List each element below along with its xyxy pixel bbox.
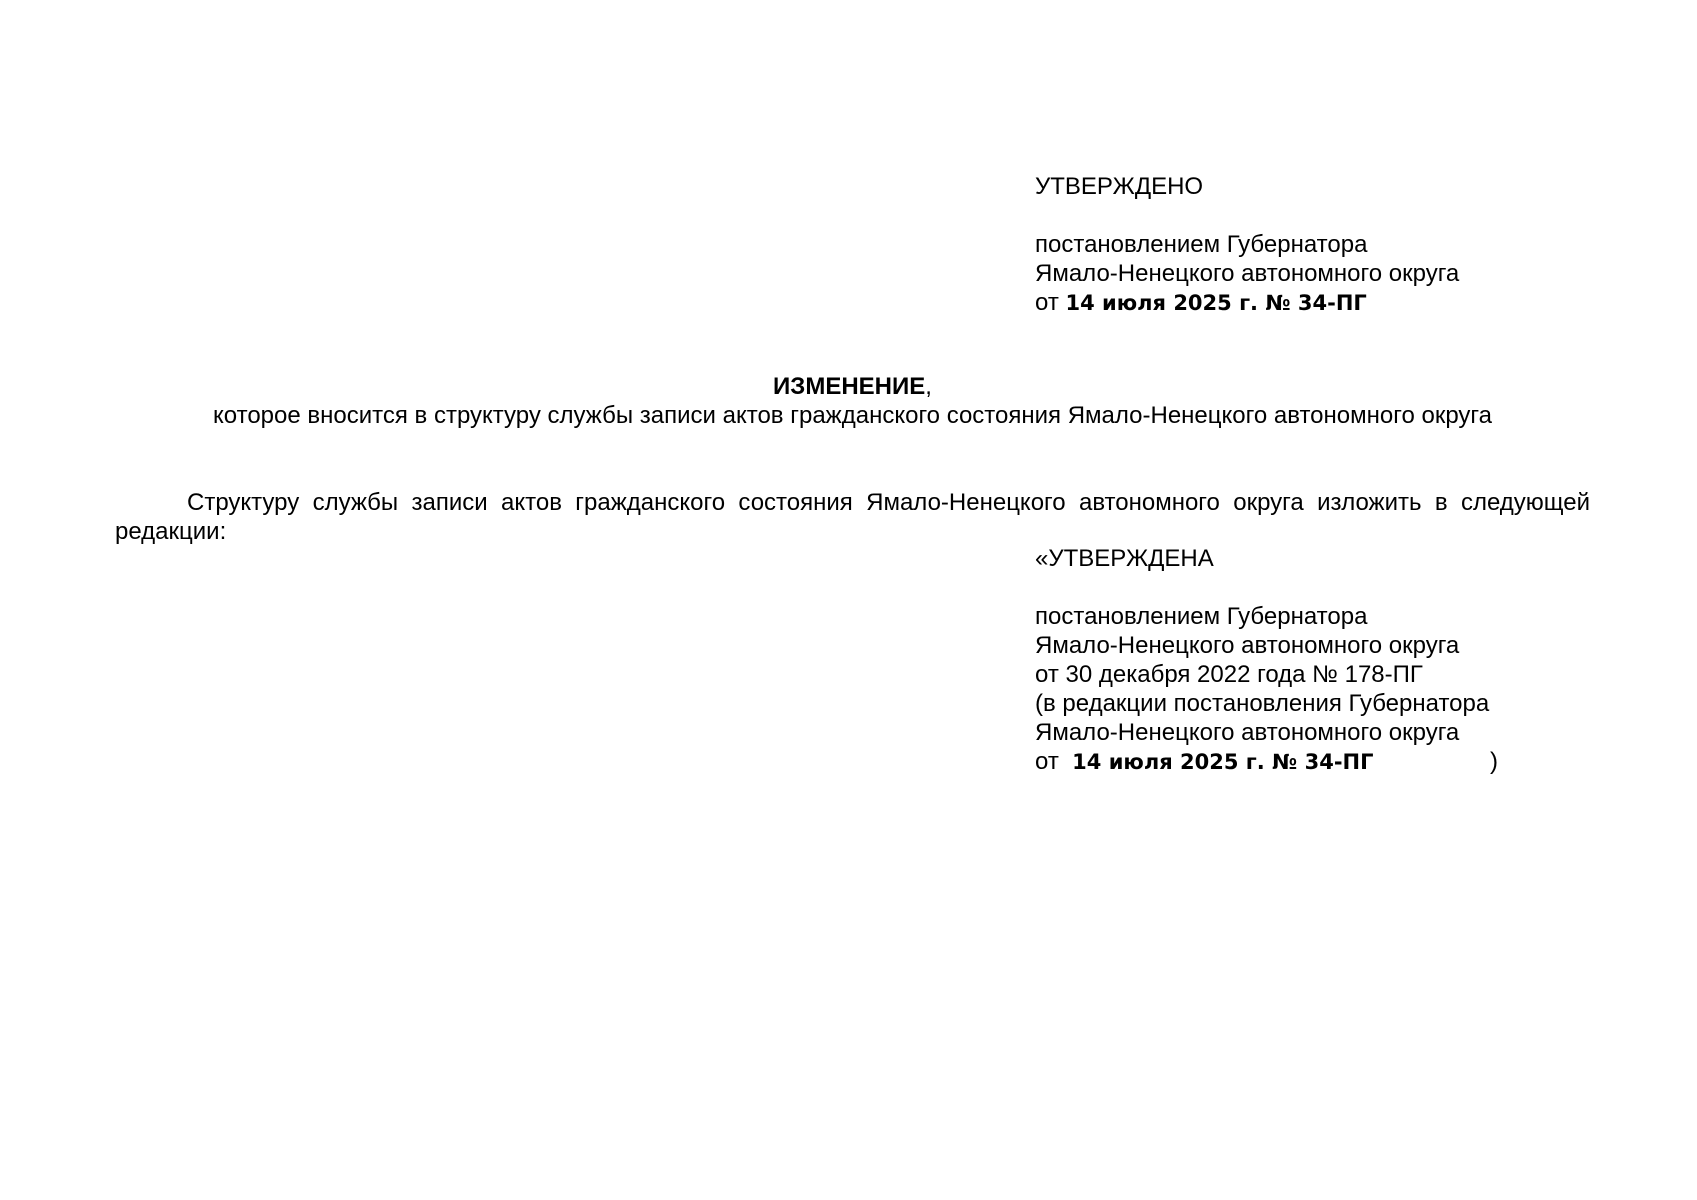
approval-line-1: постановлением Губернатора [1035,231,1368,258]
title-suffix: , [925,373,932,400]
date-prefix: от [1035,289,1059,316]
approval-stamp-top [1035,172,1635,318]
decree-date-number: 14 июля 2025 г. № 34-ПГ [1072,750,1374,774]
title-main: ИЗМЕНЕНИЕ [773,373,926,400]
approval-line-5: Ямало-Ненецкого автономного округа [1035,719,1460,746]
approval-heading: «УТВЕРЖДЕНА [1035,545,1214,572]
closing-parenthesis: ) [1490,748,1498,775]
approval-line-3: от 30 декабря 2022 года № 178-ПГ [1035,661,1423,688]
document-title-block [115,372,1590,430]
approval-line-2: Ямало-Ненецкого автономного округа [1035,260,1460,287]
approval-line-2: Ямало-Ненецкого автономного округа [1035,632,1460,659]
approval-line-4: (в редакции постановления Губернатора [1035,690,1490,717]
approval-date-line [1035,288,1635,318]
document-subtitle: которое вносится в структуру службы записи актов гражданского состояния Ямало-Ненецкого автономного округа [213,402,1492,429]
approval-date-line [1035,747,1635,777]
approval-heading: УТВЕРЖДЕНО [1035,173,1204,200]
body-paragraph: Структуру службы записи актов гражданского состояния Ямало-Ненецкого автономного округа изложить в следующей редакции: [115,489,1590,545]
spacer [1035,201,1635,230]
approval-line-1: постановлением Губернатора [1035,603,1368,630]
decree-date-number: 14 июля 2025 г. № 34-ПГ [1065,291,1367,315]
approval-stamp-embedded [1035,544,1635,777]
document-title [115,372,1590,401]
spacer [1035,573,1635,602]
date-prefix: от [1035,748,1059,775]
